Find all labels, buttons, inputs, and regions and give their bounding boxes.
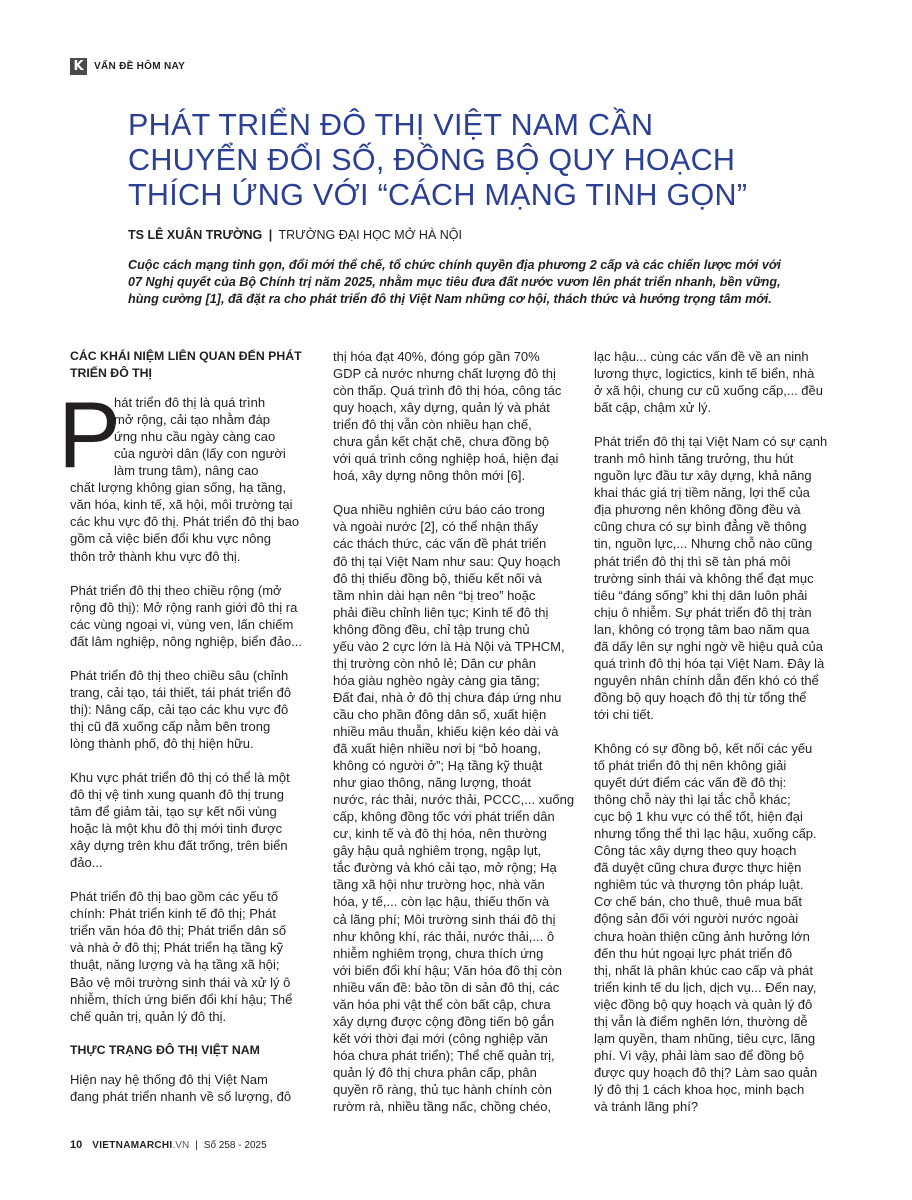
text-line: đồng bộ quy hoạch đô thị từ tổng thể: [594, 689, 807, 705]
page-footer: [70, 1139, 267, 1151]
title-line: PHÁT TRIỂN ĐÔ THỊ VIỆT NAM CẦN: [128, 108, 654, 142]
text-line: tin, nguồn lực,... Nhưng chỗ nào cũng: [594, 536, 813, 552]
text-line: đất lâm nghiệp, nông nghiệp, biển đảo...: [70, 633, 303, 649]
journal-domain: .VN: [172, 1139, 190, 1151]
text-line: chịu ô nhiễm. Sự phát triển đô thị tràn: [594, 604, 812, 620]
text-line: các thách thức, các vấn đề phát triển: [333, 536, 547, 552]
text-line: ứng nhu cầu ngày càng cao: [114, 429, 276, 445]
text-line: xây dựng trên khu đất trống, trên biển: [70, 838, 288, 854]
journal-name: VIETNAMARCHI: [92, 1139, 173, 1151]
lead-line: Cuộc cách mạng tinh gọn, đổi mới thể chế, tổ chức chính quyền địa phương 2 cấp và các chiến lược mới với: [128, 258, 781, 272]
text-line: nghiêm túc và thượng tôn pháp luật.: [594, 877, 804, 893]
text-line: quá trình đô thị hóa tại Việt Nam. Đây là: [594, 655, 825, 671]
column-1: [58, 348, 310, 1122]
footer-separator: |: [195, 1139, 198, 1151]
issue-number: Số 258 - 2025: [203, 1139, 267, 1151]
paragraph: [594, 740, 834, 1115]
text-line: đô thị vệ tinh xung quanh đô thị trung: [70, 787, 284, 803]
text-line: các vùng ngoại vi, vùng ven, lấn chiếm: [70, 616, 294, 632]
kts-logo-icon: K: [70, 58, 87, 75]
paragraph: [594, 348, 834, 416]
byline: [128, 228, 462, 242]
text-line: quyền rõ ràng, thủ tục hành chính còn: [333, 1081, 552, 1097]
text-line: cũng chưa có sự bình đẳng về thông: [594, 519, 807, 535]
text-line: Đất đai, nhà ở đô thị chưa đáp ứng nhu: [333, 689, 562, 705]
byline-separator: |: [268, 228, 273, 242]
text-line: hát triển đô thị là quá trình: [114, 395, 266, 411]
text-line: các khu vực đô thị. Phát triển đô thị bao: [70, 514, 300, 530]
text-line: tầm nhìn dài hạn nên “bị treo” hoặc: [333, 587, 536, 603]
text-line: và ngoài nước [2], có thể nhận thấy: [333, 519, 539, 535]
text-line: quản lý đô thị chưa phân cấp, phân: [333, 1064, 537, 1080]
text-line: hóa chưa phát triển); Thể chế quản trị,: [333, 1047, 555, 1063]
text-line: CÁC KHÁI NIỆM LIÊN QUAN ĐẾN PHÁT: [70, 349, 302, 363]
text-line: THỰC TRẠNG ĐÔ THỊ VIỆT NAM: [70, 1042, 260, 1057]
text-line: đã dấy lên sự nghi ngờ về hiệu quả của: [594, 638, 823, 654]
text-line: động sản đối với người nước ngoài: [594, 911, 799, 927]
text-line: chính: Phát triển kinh tế đô thị; Phát: [70, 906, 276, 922]
text-line: Qua nhiều nghiên cứu báo cáo trong: [333, 502, 545, 518]
text-line: không có người ở”; Hạ tầng kỹ thuật: [333, 758, 543, 774]
text-line: Khu vực phát triển đô thị có thể là một: [70, 769, 290, 785]
text-line: chưa gắn kết chặt chẽ, chưa đồng bộ: [333, 434, 550, 450]
text-line: văn hóa, kinh tế, xã hội, môi trường tại: [70, 497, 293, 513]
text-line: khai thác giá trị tiềm năng, lợi thế của: [594, 485, 810, 501]
text-line: triển đô thị vẫn còn nhiều hạn chế,: [333, 417, 532, 433]
paragraph: [70, 1071, 310, 1105]
text-line: cầu cho phần đông dân số, xuất hiện: [333, 706, 547, 722]
text-line: lương thực, logictics, kinh tế biển, nhà: [594, 366, 815, 382]
text-line: Hiện nay hệ thống đô thị Việt Nam: [70, 1071, 268, 1087]
text-line: nguồn lực đầu tư xây dựng, khả năng: [594, 468, 812, 484]
text-line: nhưng tổng thể thì lạc hậu, xuống cấp.: [594, 826, 817, 842]
text-line: thôn trở thành khu vực đô thị.: [70, 548, 241, 564]
article-lead: [128, 257, 796, 308]
intro-paragraph: [58, 382, 310, 564]
paragraph-indented: [114, 394, 310, 479]
text-line: cư, kinh tế và đô thị hóa, nên thường: [333, 826, 547, 842]
title-line: CHUYỂN ĐỔI SỐ, ĐỒNG BỘ QUY HOẠCH: [128, 143, 736, 177]
text-line: phát triển đô thị thì sẽ tàn phá môi: [594, 553, 791, 569]
text-line: tố phát triển đô thị nên không giải: [594, 758, 787, 774]
text-line: tâm để giảm tải, tạo sự kết nối vùng: [70, 804, 277, 820]
text-line: Phát triển đô thị tại Việt Nam có sự cạnh: [594, 434, 828, 450]
text-line: Cơ chế bán, cho thuê, thuê mua bất: [594, 894, 802, 910]
text-line: đến thu hút ngoại lực phát triển đô: [594, 945, 793, 961]
text-line: nhiễm, thích ứng biến đổi khí hậu; Thể: [70, 991, 293, 1007]
text-line: thị cũ đã xuống cấp nằm bên trong: [70, 718, 271, 734]
text-line: tới chi tiết.: [594, 706, 654, 722]
text-line: đô thị tại Việt Nam như sau: Quy hoạch: [333, 553, 561, 569]
text-line: việc đồng bộ quy hoạch và quản lý đô: [594, 996, 813, 1012]
text-line: còn thấp. Quá trình đô thị hóa, công tác: [333, 383, 562, 399]
text-line: đang phát triển nhanh về số lượng, đô: [70, 1088, 292, 1104]
paragraph: [333, 348, 574, 484]
text-line: như giao thông, năng lượng, thoát: [333, 775, 531, 791]
author-affiliation: TRƯỜNG ĐẠI HỌC MỞ HÀ NỘI: [278, 228, 462, 242]
text-line: chế quản trị, quản lý đô thị.: [70, 1008, 227, 1024]
text-line: cả lãng phí; Môi trường sinh thái đô thị: [333, 911, 556, 927]
text-line: chưa hoàn thiện cũng ảnh hưởng lớn: [594, 928, 810, 944]
section-heading: [70, 348, 310, 382]
text-line: triển kinh tế du lịch, dịch vụ... Đến nay,: [594, 979, 817, 995]
column-3: [594, 348, 834, 1132]
text-line: đã duyệt cũng chưa được thực hiện: [594, 860, 802, 876]
text-line: GDP cả nước nhưng chất lượng đô thị: [333, 366, 556, 382]
text-line: yếu vào 2 cực lớn là Hà Nội và TPHCM,: [333, 638, 565, 654]
text-line: của người dân (lấy con người: [114, 446, 286, 462]
text-line: thuật, năng lượng và hạ tầng xã hội;: [70, 957, 280, 973]
text-line: lạc hậu... cùng các vấn đề về an ninh: [594, 349, 809, 364]
text-line: hóa, y tế,... còn lạc hậu, thiếu thốn và: [333, 894, 550, 910]
text-line: với biến đổi khí hậu; Văn hóa đô thị còn: [333, 962, 562, 978]
text-line: gây hậu quả nghiêm trọng, ngập lụt,: [333, 843, 542, 859]
text-line: Không có sự đồng bộ, kết nối các yếu: [594, 740, 813, 756]
text-line: Phát triển đô thị bao gồm các yếu tố: [70, 889, 279, 905]
text-line: xây dựng được cộng đồng tiến bộ gắn: [333, 1013, 555, 1029]
text-line: thị vẫn là điểm nghẽn lớn, thường dễ: [594, 1013, 808, 1029]
text-line: triển văn hóa đô thị; Phát triển dân số: [70, 923, 287, 939]
text-line: nhiều vấn đề: bảo tồn di sản đô thị, các: [333, 979, 560, 995]
column-2: [333, 348, 574, 1132]
page-number: 10: [70, 1139, 83, 1151]
text-line: hoặc là một khu đô thị mới tinh được: [70, 821, 283, 837]
text-line: Phát triển đô thị theo chiều rộng (mở: [70, 582, 282, 598]
text-line: đã xuất hiện nhiều nơi bị “bỏ hoang,: [333, 741, 542, 757]
text-line: tắc đường và khó cải tạo, mở rộng; Hạ: [333, 860, 557, 876]
text-line: nhiễm nghiêm trọng, chưa thích ứng: [333, 945, 544, 961]
text-line: cấp, không đồng tốc với phát triển dân: [333, 809, 555, 825]
text-line: quy hoạch, xây dựng, quản lý và phát: [333, 400, 550, 416]
text-line: tầng xã hội như trường học, nhà văn: [333, 877, 545, 893]
text-line: trường sinh thái và không thể đạt mục: [594, 570, 814, 586]
text-line: trang, cải tạo, tái thiết, tái phát triển đô: [70, 684, 292, 700]
text-line: đô thị thiếu đồng bộ, thiếu kết nối và: [333, 570, 542, 586]
text-line: ở xã hội, chung cư cũ xuống cấp,... đều: [594, 383, 823, 399]
text-line: TRIỂN ĐÔ THỊ: [70, 366, 152, 381]
paragraph: [70, 769, 310, 871]
text-line: đảo...: [70, 855, 103, 871]
text-line: cục bộ 1 khu vực có thể tốt, hiện đại: [594, 809, 803, 825]
text-line: kết với thời đại mới (công nghiệp văn: [333, 1030, 548, 1046]
text-line: lòng thành phố, đô thị hiện hữu.: [70, 735, 254, 751]
title-line: THÍCH ỨNG VỚI “CÁCH MẠNG TINH GỌN”: [128, 178, 748, 212]
text-line: bất cập, chậm xử lý.: [594, 400, 712, 416]
text-line: thị hóa đạt 40%, đóng góp gần 70%: [333, 349, 540, 364]
text-line: phải điều chỉnh liên tục; Kinh tế đô thị: [333, 604, 549, 620]
text-line: gồm cả việc biến đổi khu vực nông: [70, 531, 271, 547]
text-line: địa phương nên không đồng đều và: [594, 502, 801, 518]
drop-cap: P: [58, 382, 121, 488]
text-line: hóa giàu nghèo ngày càng gia tăng;: [333, 672, 540, 688]
text-line: rộng đô thị): Mở rộng ranh giới đô thị ra: [70, 599, 298, 615]
text-line: Phát triển đô thị theo chiều sâu (chỉnh: [70, 667, 289, 683]
text-line: tiêu “đáng sống” khi thị dân luôn phải: [594, 587, 808, 603]
text-line: văn hóa phi vật thể còn bất cập, chưa: [333, 996, 551, 1012]
text-line: Công tác xây dựng theo quy hoạch: [594, 843, 797, 859]
text-line: như không khí, rác thải, nước thải,... ô: [333, 928, 555, 944]
text-line: lạm quyền, tham nhũng, tiêu cực, lãng: [594, 1030, 816, 1046]
text-line: tranh mô hình tăng trưởng, thu hút: [594, 451, 794, 467]
paragraph: [70, 667, 310, 752]
paragraph: [70, 582, 310, 650]
section-header: [70, 58, 185, 75]
text-line: với quá trình công nghiệp hoá, hiện đại: [333, 451, 559, 467]
text-line: hoá, xây dựng nông thôn mới [6].: [333, 468, 526, 484]
lead-line: 07 Nghị quyết của Bộ Chính trị năm 2025, nhằm mục tiêu đưa đất nước vươn lên phát triển nhanh, bền vững,: [128, 275, 781, 289]
text-line: lý đô thị 1 cách khoa học, minh bạch: [594, 1081, 805, 1097]
text-line: nguyên nhân chính dẫn đến khó có thể: [594, 672, 819, 688]
text-line: và nhà ở đô thị; Phát triển hạ tầng kỹ: [70, 940, 284, 956]
paragraph-continued: [70, 479, 310, 564]
text-line: nước, rác thải, nước thải, PCCC,... xuống: [333, 792, 575, 808]
section-label: VẤN ĐỀ HÔM NAY: [94, 61, 186, 72]
paragraph: [70, 888, 310, 1024]
text-line: thông chỗ này thì lại tắc chỗ khác;: [594, 792, 791, 808]
author-name: TS LÊ XUÂN TRƯỜNG: [128, 228, 263, 242]
text-line: phí. Vì vậy, phải làm sao để đồng bộ: [594, 1047, 805, 1063]
text-line: rườm rà, nhiều tầng nấc, chồng chéo,: [333, 1099, 552, 1115]
text-line: nhiều mâu thuẫn, khiếu kiện kéo dài và: [333, 723, 559, 739]
section-heading: [70, 1042, 310, 1059]
lead-line: hùng cường [1], đã đặt ra cho phát triển đô thị Việt Nam những cơ hội, thách thức và hướng trọng tâm mới.: [128, 292, 772, 306]
paragraph: [333, 501, 574, 1115]
paragraph: [594, 433, 834, 723]
text-line: thị trường còn nhỏ lẻ; Dân cư phân: [333, 655, 536, 671]
text-line: không đồng đều, chỉ tập trung chủ: [333, 621, 530, 637]
text-line: lan, không có trọng tâm bao năm qua: [594, 621, 810, 637]
text-line: làm trung tâm), nâng cao: [114, 463, 259, 479]
text-line: mở rộng, cải tạo nhằm đáp: [114, 412, 270, 428]
text-line: và tránh lãng phí?: [594, 1098, 699, 1114]
text-line: thị): Nâng cấp, cải tạo các khu vực đô: [70, 701, 289, 717]
text-line: Bảo vệ môi trường sinh thái và xử lý ô: [70, 974, 291, 990]
text-line: được quy hoạch đô thị? Làm sao quản: [594, 1064, 818, 1080]
article-title: [128, 108, 808, 213]
text-line: thị, nhất là phân khúc cao cấp và phát: [594, 962, 813, 978]
text-line: quyết dứt điểm các vấn đề đô thị:: [594, 775, 787, 791]
text-line: chất lượng không gian sống, hạ tầng,: [70, 480, 286, 496]
